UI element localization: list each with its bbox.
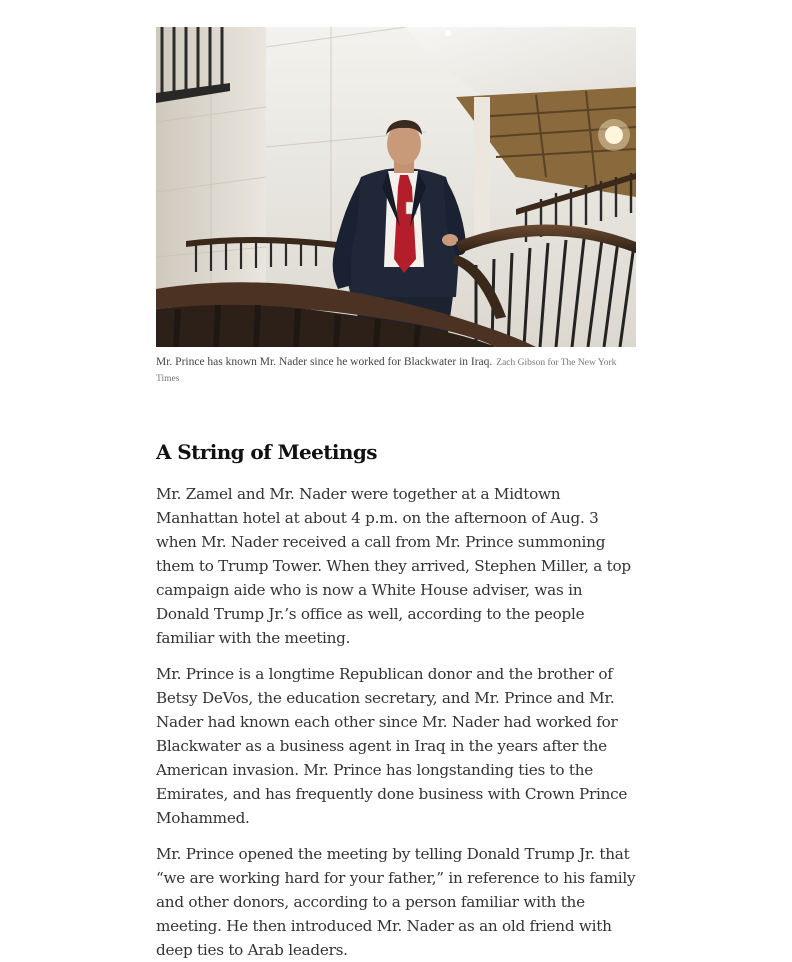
article-body (156, 27, 636, 962)
article-figure (156, 27, 636, 387)
photo-credit: Zach Gibson for The New York Times (156, 358, 617, 384)
section-heading: A String of Meetings (156, 440, 377, 464)
article-photo[interactable] (156, 27, 636, 347)
staircase-photo (156, 27, 636, 347)
article-paragraph: Mr. Zamel and Mr. Nader were together at a Midtown Manhattan hotel at about 4 p.m. on the afternoon of Aug. 3 when Mr. Nader received a call from Mr. Prince summoning them to Trump Tower. When they arrived, Stephen Miller, a top campaign aide who is now a White House adviser, was in Donald Trump Jr.’s office as well, according to the people familiar with the meeting. (156, 485, 631, 647)
article-paragraph: Mr. Prince is a longtime Republican donor and the brother of Betsy DeVos, the education secretary, and Mr. Prince and Mr. Nader had known each other since Mr. Nader had worked for Blackwater as a business agent in Iraq in the years after the American invasion. Mr. Prince has longstanding ties to the Emirates, and has frequently done business with Crown Prince Mohammed. (156, 665, 628, 827)
caption-text: Mr. Prince has known Mr. Nader since he worked for Blackwater in Iraq. (156, 356, 493, 368)
article-paragraph: Mr. Prince opened the meeting by telling Donald Trump Jr. that “we are working hard for your father,” in reference to his family and other donors, according to a person familiar with the meeting. He then introduced Mr. Nader as an old friend with deep ties to Arab leaders. (156, 845, 636, 959)
photo-caption (156, 355, 636, 387)
